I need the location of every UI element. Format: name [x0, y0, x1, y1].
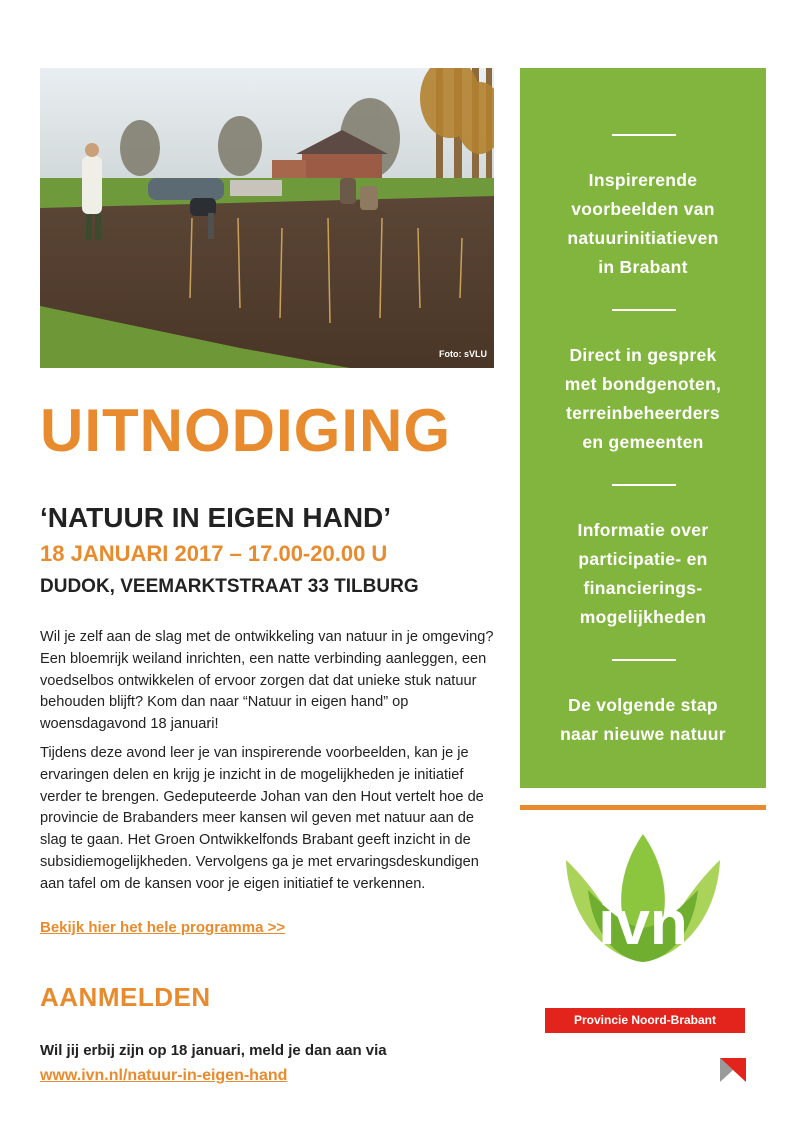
- highlight-line: voorbeelden van: [571, 199, 715, 219]
- ivn-logo-text: ivn: [598, 889, 688, 958]
- highlights-panel: [520, 68, 766, 788]
- highlight-line: terreinbeheerders: [566, 403, 720, 423]
- highlight-line: financierings-: [583, 578, 703, 598]
- event-name: ‘NATUUR IN EIGEN HAND’: [40, 502, 392, 533]
- photo-illustration: [40, 68, 494, 368]
- highlight-line: in Brabant: [598, 257, 688, 277]
- divider: [612, 309, 676, 311]
- highlight-line: naar nieuwe natuur: [560, 724, 726, 744]
- highlight-inspiration: [520, 166, 766, 282]
- divider: [612, 484, 676, 486]
- highlight-line: Inspirerende: [588, 170, 698, 190]
- photo-credit: Foto: sVLU: [439, 349, 487, 359]
- page-title: UITNODIGING: [40, 397, 451, 464]
- register-heading: AANMELDEN: [40, 982, 211, 1012]
- province-logo: Provincie Noord-Brabant: [545, 1008, 745, 1033]
- highlight-line: en gemeenten: [582, 432, 704, 452]
- highlight-information: [520, 516, 766, 632]
- ivn-lotus-icon: [558, 830, 728, 970]
- highlight-line: De volgende stap: [568, 695, 718, 715]
- highlight-next-step: [520, 691, 766, 749]
- province-mark-icon: [720, 1058, 746, 1087]
- highlight-line: met bondgenoten,: [564, 374, 722, 394]
- divider: [612, 659, 676, 661]
- register-link[interactable]: www.ivn.nl/natuur-in-eigen-hand: [40, 1067, 288, 1084]
- highlight-line: mogelijkheden: [579, 607, 707, 627]
- divider: [612, 134, 676, 136]
- highlight-line: participatie- en: [578, 549, 708, 569]
- ivn-logo: [558, 830, 728, 975]
- program-link[interactable]: Bekijk hier het hele programma >>: [40, 919, 286, 936]
- event-date: 18 JANUARI 2017 – 17.00-20.00 U: [40, 541, 388, 566]
- orange-divider: [520, 805, 766, 810]
- program-paragraph: Tijdens deze avond leer je van inspirerende voorbeelden, kan je je ervaringen delen en krijg je inzicht in de mogelijkheden je initiatief verder te brengen. Gedeputeerde Johan van den Hout vertelt hoe de provincie de Brabanders meer kansen wil geven met natuur aan de slag te gaan. Het Groen Ontwikkelfonds Brabant geeft inzicht in de subsidiemogelijkheden. Vervolgens ga je met ervaringsdeskundigen aan tafel om de kansen voor je eigen initiatief te verkennen.: [40, 745, 484, 892]
- highlight-conversation: [520, 341, 766, 457]
- highlight-line: natuurinitiatieven: [567, 228, 719, 248]
- register-text: Wil jij erbij zijn op 18 januari, meld je dan aan via: [40, 1042, 387, 1059]
- event-photo: [40, 68, 494, 368]
- intro-paragraph: Wil je zelf aan de slag met de ontwikkeling van natuur in je omgeving? Een bloemrijk weiland inrichten, een natte verbinding aanleggen, een voedselbos ontwikkelen of ervoor zorgen dat dat unieke stuk natuur behouden blijft? Kom dan naar “Natuur in eigen hand” op woensdagavond 18 januari!: [40, 629, 494, 733]
- event-location: DUDOK, VEEMARKTSTRAAT 33 TILBURG: [40, 576, 419, 597]
- highlight-line: Informatie over: [577, 520, 709, 540]
- highlight-line: Direct in gesprek: [569, 345, 717, 365]
